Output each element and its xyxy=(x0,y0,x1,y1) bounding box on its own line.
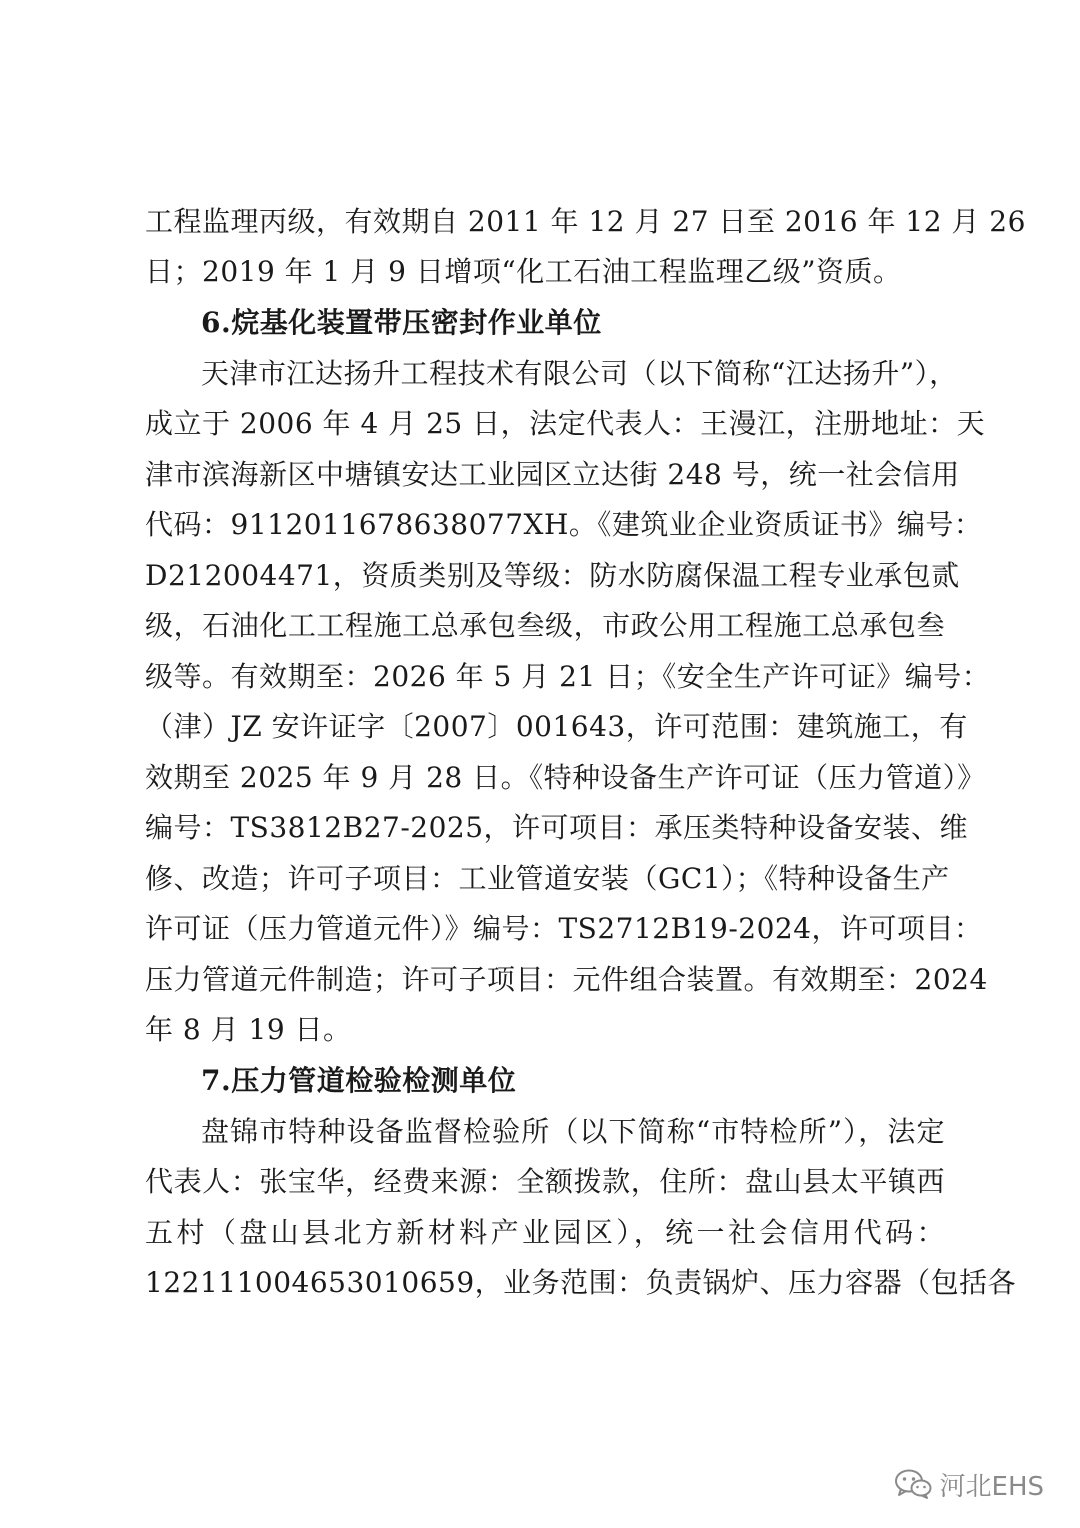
text-line: 压力管道元件制造；许可子项目：元件组合装置。有效期至：2024 xyxy=(145,963,988,996)
watermark xyxy=(894,1464,1044,1504)
wechat-icon xyxy=(894,1468,932,1500)
text-line: 年 8 月 19 日。 xyxy=(145,1013,352,1046)
section-heading-7: 7.压力管道检验检测单位 xyxy=(201,1064,517,1097)
section-heading-6: 6.烷基化装置带压密封作业单位 xyxy=(201,306,602,339)
text-line: 日；2019 年 1 月 9 日增项“化工石油工程监理乙级”资质。 xyxy=(145,255,902,288)
paragraph-first-line: 天津市江达扬升工程技术有限公司（以下简称“江达扬升”）， xyxy=(201,357,958,390)
text-line: D212004471，资质类别及等级：防水防腐保温工程专业承包贰 xyxy=(145,559,960,592)
text-line: 效期至 2025 年 9 月 28 日。《特种设备生产许可证（压力管道）》 xyxy=(145,761,986,794)
text-line: 五村（盘山县北方新材料产业园区），统一社会信用代码： xyxy=(145,1216,945,1249)
text-line: 许可证（压力管道元件）》编号：TS2712B19-2024，许可项目： xyxy=(145,912,983,945)
text-line: （津）JZ 安许证字〔2007〕001643，许可范围：建筑施工，有 xyxy=(145,710,968,743)
text-line: 122111004653010659，业务范围：负责锅炉、压力容器（包括各 xyxy=(145,1266,1017,1299)
text-line: 级，石油化工工程施工总承包叁级，市政公用工程施工总承包叁 xyxy=(145,609,945,642)
text-line: 津市滨海新区中塘镇安达工业园区立达街 248 号，统一社会信用 xyxy=(145,458,960,491)
watermark-text: 河北EHS xyxy=(939,1471,1044,1502)
text-line: 工程监理丙级，有效期自 2011 年 12 月 27 日至 2016 年 12 月 26 xyxy=(145,205,1026,238)
text-line: 级等。有效期至：2026 年 5 月 21 日；《安全生产许可证》编号： xyxy=(145,660,991,693)
text-line: 修、改造；许可子项目：工业管道安装（GC1）；《特种设备生产 xyxy=(145,862,950,895)
text-line: 代码：9112011678638077XH。《建筑业企业资质证书》编号： xyxy=(145,508,983,541)
paragraph-first-line: 盘锦市特种设备监督检验所（以下简称“市特检所”），法定 xyxy=(201,1115,945,1148)
text-line: 编号：TS3812B27-2025，许可项目：承压类特种设备安装、维 xyxy=(145,811,969,844)
text-line: 代表人：张宝华，经费来源：全额拨款，住所：盘山县太平镇西 xyxy=(145,1165,945,1198)
text-line: 成立于 2006 年 4 月 25 日，法定代表人：王漫江，注册地址：天 xyxy=(145,407,986,440)
